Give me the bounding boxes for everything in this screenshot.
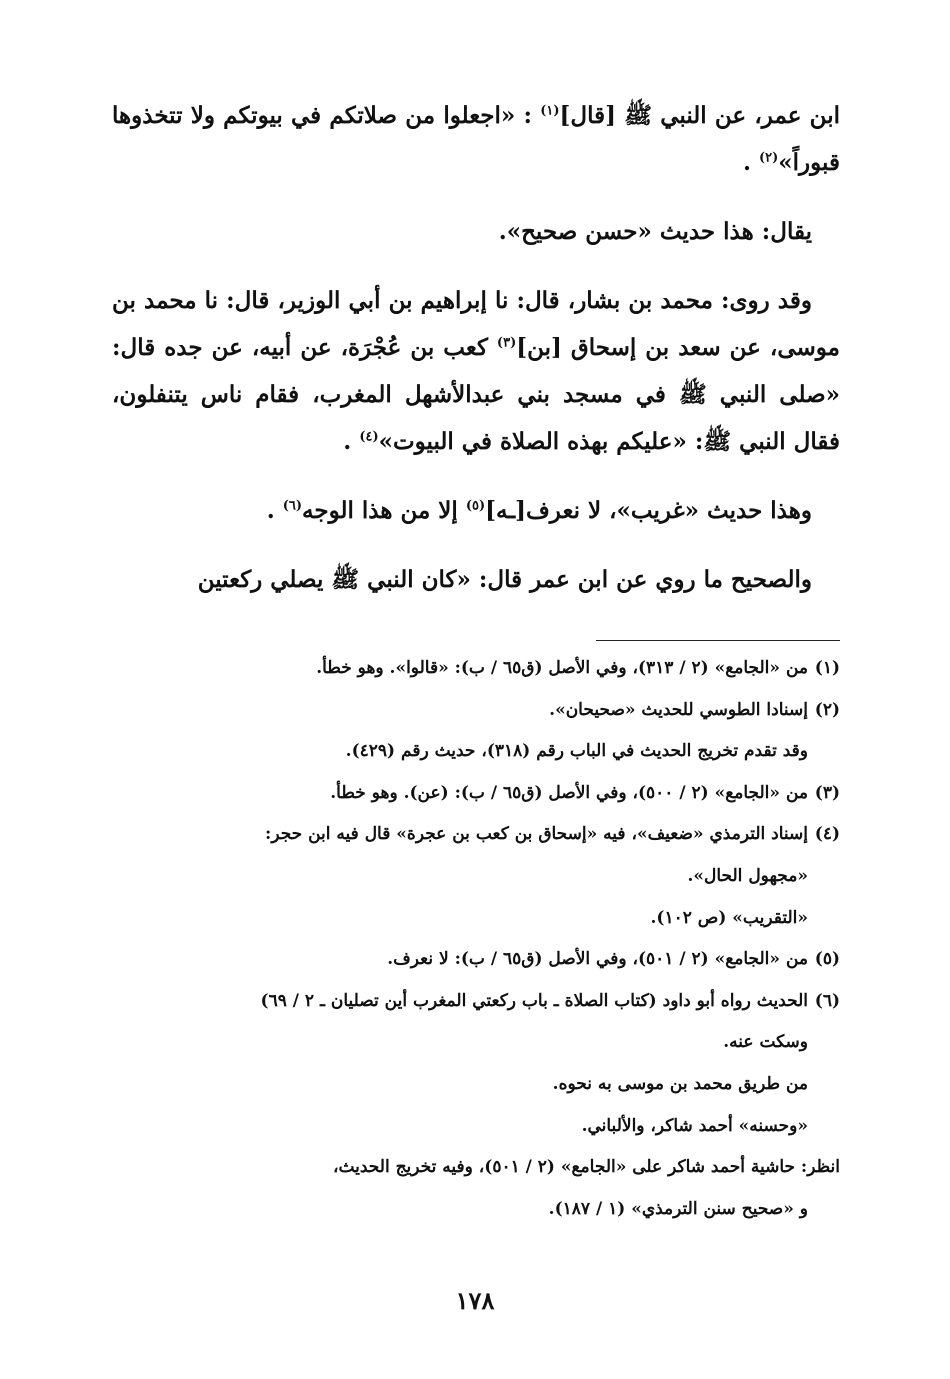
main-text <box>112 92 840 603</box>
footnote-ref-6[interactable]: (٦) <box>282 498 303 514</box>
paragraph-2 <box>112 208 840 255</box>
text-run: ابن عمر، عن النبي ﷺ [قال] <box>559 102 840 129</box>
footnote-number: (٤) <box>814 824 840 845</box>
footnote-text: من «الجامع» (٢ / ٥٠٠)، وفي الأصل (ق٦٥ / ب): (عن). وهو خطأ. <box>330 782 808 803</box>
footnote-text: إسنادا الطوسي للحديث «صحيحان». <box>549 699 808 720</box>
footnote-ref-1[interactable]: (١) <box>540 103 560 119</box>
footnote-ref-2[interactable]: (٢) <box>759 150 779 166</box>
footnote-text: وقد تقدم تخريج الحديث في الباب رقم (٣١٨)، حديث رقم (٤٢٩). <box>345 741 808 762</box>
footnote-1 <box>112 648 840 690</box>
footnote-6-continuation <box>112 1064 840 1106</box>
footnote-number: (٦) <box>814 990 840 1011</box>
footnote-2 <box>112 690 840 732</box>
footnote-6 <box>112 981 840 1023</box>
footnote-text: من طريق محمد بن موسى به نحوه. <box>552 1073 808 1094</box>
footnote-divider <box>596 640 840 641</box>
footnote-6-continuation <box>112 1106 840 1148</box>
text-run: والصحيح ما روي عن ابن عمر قال: «كان النبي ﷺ يصلي ركعتين <box>197 566 812 593</box>
footnote-ref-3[interactable]: (٣) <box>496 335 517 351</box>
text-run: وقد روى: محمد بن بشار، قال: نا إبراهيم بن أبي الوزير، قال: نا محمد بن موسى، عن سعد بن إسحاق [بن] <box>112 287 840 361</box>
footnote-2-continuation <box>112 731 840 773</box>
paragraph-1 <box>112 92 840 186</box>
footnote-text: انظر: حاشية أحمد شاكر على «الجامع» (٢ / ٥٠١)، وفيه تخريج الحديث، <box>332 1157 840 1178</box>
text-run: . <box>266 497 283 524</box>
footnote-text: «وحسنه» أحمد شاكر، والألباني. <box>581 1115 808 1136</box>
footnote-text: إسناد الترمذي «ضعيف»، فيه «إسحاق بن كعب بن عجرة» قال فيه ابن حجر: <box>265 824 808 845</box>
footnote-5 <box>112 939 840 981</box>
footnote-number: (٥) <box>814 949 840 970</box>
footnotes-section <box>112 648 840 1230</box>
footnote-text: و «صحيح سنن الترمذي» (١ / ١٨٧). <box>548 1198 808 1219</box>
footnote-4 <box>112 814 840 856</box>
footnote-6-continuation <box>112 1022 840 1064</box>
footnote-text: وسكت عنه. <box>723 1032 808 1053</box>
footnote-text: «التقريب» (ص ١٠٢). <box>650 907 808 928</box>
footnote-ref-4[interactable]: (٤) <box>359 429 379 445</box>
footnote-number: (٣) <box>814 782 840 803</box>
footnote-number: (٢) <box>814 699 840 720</box>
text-run: . <box>343 428 360 455</box>
footnote-4-continuation <box>112 898 840 940</box>
footnote-3 <box>112 773 840 815</box>
paragraph-3 <box>112 277 840 465</box>
text-run: . <box>742 149 759 176</box>
text-run: وهذا حديث «غريب»، لا نعرف[ـه] <box>485 497 812 524</box>
footnote-number: (١) <box>814 658 840 678</box>
text-run: : «اجعلوا من صلاتكم في بيوتكم ولا تتخذوها قبوراً» <box>112 102 840 176</box>
footnote-6-continuation <box>112 1147 840 1189</box>
footnote-text: «مجهول الحال». <box>687 865 808 886</box>
text-run: إلا من هذا الوجه <box>302 497 466 524</box>
paragraph-5 <box>112 556 840 603</box>
page-number: ١٧٨ <box>455 1286 495 1315</box>
footnote-ref-5[interactable]: (٥) <box>465 498 486 514</box>
footnote-text: الحديث رواه أبو داود (كتاب الصلاة ـ باب ركعتي المغرب أين تصليان ـ ٢ / ٦٩) <box>260 990 808 1011</box>
text-run: يقال: هذا حديث «حسن صحيح». <box>498 218 812 245</box>
footnote-6-continuation <box>112 1189 840 1231</box>
text-run: كعب بن عُجْرَة، عن أبيه، عن جده قال: «صلى النبي ﷺ في مسجد بني عبدالأشهل المغرب، فقام ناس يتنفلون، فقال النبي ﷺ: «عليكم بهذه الصلاة في البيوت» <box>112 334 840 455</box>
footnote-4-continuation <box>112 856 840 898</box>
paragraph-4 <box>112 487 840 534</box>
footnote-text: من «الجامع» (٢ / ٥٠١)، وفي الأصل (ق٦٥ / ب): لا نعرف. <box>387 949 808 970</box>
footnote-text: من «الجامع» (٢ / ٣١٣)، وفي الأصل (ق٦٥ / ب): «قالوا». وهو خطأ. <box>316 658 808 678</box>
